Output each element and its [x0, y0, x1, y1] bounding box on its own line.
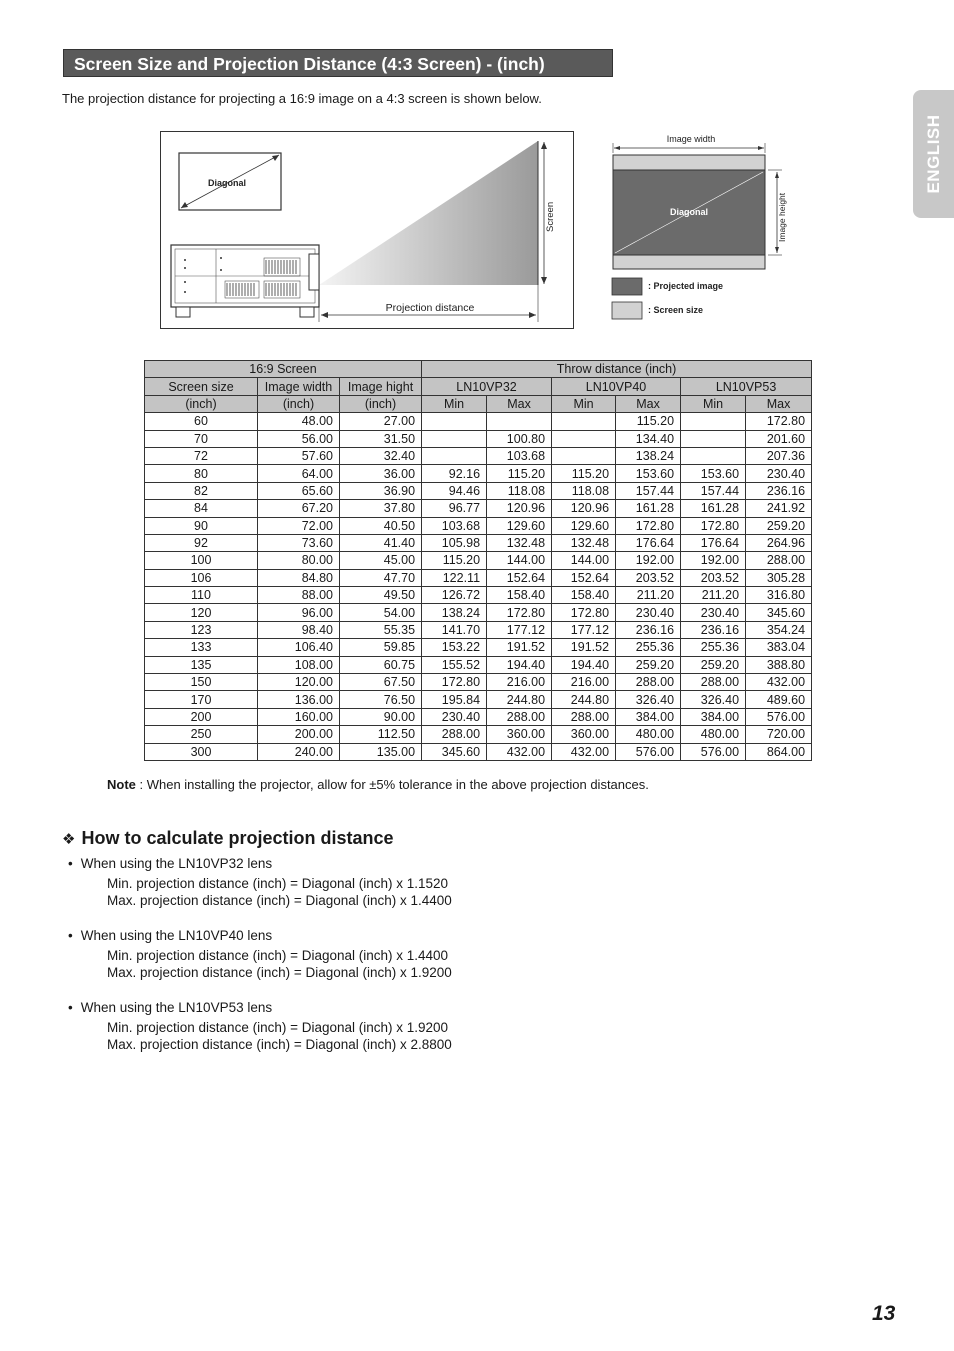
table-cell: 153.22 [422, 639, 487, 656]
image-width-label: Image width [666, 134, 716, 144]
table-cell: 288.00 [681, 674, 746, 691]
table-row [145, 430, 812, 447]
table-cell: 60 [145, 413, 258, 430]
col-header-screen-size: Screen size [145, 378, 258, 395]
table-cell: 122.11 [422, 569, 487, 586]
table-cell: 73.60 [258, 534, 340, 551]
lens-formula-block [68, 999, 452, 1053]
table-cell: 80 [145, 465, 258, 482]
table-row [145, 708, 812, 725]
table-row [145, 743, 812, 760]
table-cell: 105.98 [422, 534, 487, 551]
table-cell: 90 [145, 517, 258, 534]
table-cell: 345.60 [746, 604, 812, 621]
table-cell: 345.60 [422, 743, 487, 760]
table-cell: 106.40 [258, 639, 340, 656]
table-cell: 432.00 [552, 743, 616, 760]
table-cell: 129.60 [552, 517, 616, 534]
distance-label: Projection distance [385, 302, 475, 314]
table-cell: 152.64 [487, 569, 552, 586]
bullet-icon: • [68, 1000, 73, 1015]
table-cell: 360.00 [552, 726, 616, 743]
table-cell: 120.96 [552, 500, 616, 517]
table-cell: 45.00 [340, 552, 422, 569]
table-cell: 176.64 [681, 534, 746, 551]
table-cell: 172.80 [681, 517, 746, 534]
max-formula: Max. projection distance (inch) = Diagonal (inch) x 1.4400 [107, 893, 452, 908]
table-cell: 98.40 [258, 621, 340, 638]
how-to-heading-text: How to calculate projection distance [81, 828, 394, 848]
projection-diagram [160, 131, 574, 329]
table-cell: 129.60 [487, 517, 552, 534]
how-to-heading [62, 828, 394, 849]
light-beam [319, 141, 538, 285]
table-cell: 432.00 [746, 674, 812, 691]
table-cell: 240.00 [258, 743, 340, 760]
table-cell: 80.00 [258, 552, 340, 569]
table-cell: 236.16 [746, 482, 812, 499]
projection-diagram-art [161, 132, 573, 328]
table-cell: 288.00 [746, 552, 812, 569]
table-cell: 92.16 [422, 465, 487, 482]
table-cell: 141.70 [422, 621, 487, 638]
table-cell [552, 430, 616, 447]
bullet-icon: • [68, 928, 73, 943]
table-cell: 37.80 [340, 500, 422, 517]
throw-distance-table [144, 360, 812, 761]
table-row [145, 604, 812, 621]
table-cell: 326.40 [681, 691, 746, 708]
table-cell: 172.80 [487, 604, 552, 621]
table-cell: 112.50 [340, 726, 422, 743]
language-tab-label: ENGLISH [923, 114, 943, 194]
table-row [145, 639, 812, 656]
col-header-image-width: Image width [258, 378, 340, 395]
table-cell: 70 [145, 430, 258, 447]
table-cell: 72.00 [258, 517, 340, 534]
table-row [145, 691, 812, 708]
table-cell: 191.52 [552, 639, 616, 656]
min-formula: Min. projection distance (inch) = Diagonal (inch) x 1.1520 [107, 876, 449, 891]
tolerance-note [107, 777, 649, 792]
table-cell: 305.28 [746, 569, 812, 586]
diamond-bullet-icon: ❖ [62, 831, 76, 848]
table-cell: 244.80 [552, 691, 616, 708]
table-cell: 108.00 [258, 656, 340, 673]
table-cell: 241.92 [746, 500, 812, 517]
max-formula: Max. projection distance (inch) = Diagonal (inch) x 2.8800 [107, 1037, 452, 1052]
table-cell: 480.00 [616, 726, 681, 743]
table-cell: 59.85 [340, 639, 422, 656]
max-formula: Max. projection distance (inch) = Diagonal (inch) x 1.9200 [107, 965, 452, 980]
table-cell: 177.12 [487, 621, 552, 638]
legend-projected-swatch [612, 278, 642, 295]
legend-projected-label: : Projected image [648, 281, 724, 291]
unit-header: Max [616, 395, 681, 412]
table-cell: 288.00 [616, 674, 681, 691]
table-cell: 100 [145, 552, 258, 569]
table-row [145, 552, 812, 569]
table-cell: 326.40 [616, 691, 681, 708]
table-cell: 115.20 [487, 465, 552, 482]
table-row [145, 500, 812, 517]
table-cell: 384.00 [616, 708, 681, 725]
bullet-icon: • [68, 856, 73, 871]
screen-ratio-diagram [605, 131, 805, 331]
language-tab [913, 90, 954, 218]
table-cell: 200 [145, 708, 258, 725]
table-cell: 56.00 [258, 430, 340, 447]
table-cell: 118.08 [552, 482, 616, 499]
table-cell: 192.00 [616, 552, 681, 569]
note-label: Note [107, 777, 136, 792]
table-cell: 264.96 [746, 534, 812, 551]
table-cell: 244.80 [487, 691, 552, 708]
table-cell: 153.60 [681, 465, 746, 482]
table-cell: 255.36 [616, 639, 681, 656]
table-cell: 194.40 [552, 656, 616, 673]
table-row [145, 447, 812, 464]
table-cell: 230.40 [616, 604, 681, 621]
table-row [145, 569, 812, 586]
table-cell: 54.00 [340, 604, 422, 621]
table-cell: 288.00 [487, 708, 552, 725]
table-row [145, 413, 812, 430]
table-cell: 100.80 [487, 430, 552, 447]
table-cell: 211.20 [681, 587, 746, 604]
table-cell: 576.00 [616, 743, 681, 760]
table-cell: 288.00 [422, 726, 487, 743]
table-cell: 316.80 [746, 587, 812, 604]
table-cell: 384.00 [681, 708, 746, 725]
table-cell: 259.20 [746, 517, 812, 534]
table-cell [552, 447, 616, 464]
table-cell: 250 [145, 726, 258, 743]
table-group-header-row [145, 361, 812, 378]
table-cell: 432.00 [487, 743, 552, 760]
table-cell: 144.00 [552, 552, 616, 569]
table-cell: 92 [145, 534, 258, 551]
screen-group-header: 16:9 Screen [145, 361, 422, 378]
page-number: 13 [872, 1302, 896, 1325]
table-cell: 110 [145, 587, 258, 604]
table-cell: 84.80 [258, 569, 340, 586]
table-cell: 115.20 [552, 465, 616, 482]
table-cell: 60.75 [340, 656, 422, 673]
table-cell [681, 447, 746, 464]
table-cell: 55.35 [340, 621, 422, 638]
intro-text: The projection distance for projecting a 16:9 image on a 4:3 screen is shown below. [62, 91, 542, 106]
unit-header: Max [487, 395, 552, 412]
table-cell: 41.40 [340, 534, 422, 551]
table-cell: 106 [145, 569, 258, 586]
table-cell: 67.20 [258, 500, 340, 517]
table-row [145, 656, 812, 673]
table-cell: 88.00 [258, 587, 340, 604]
table-cell: 134.40 [616, 430, 681, 447]
table-cell: 138.24 [422, 604, 487, 621]
table-cell: 207.36 [746, 447, 812, 464]
table-cell: 157.44 [616, 482, 681, 499]
table-cell [422, 430, 487, 447]
table-cell: 576.00 [681, 743, 746, 760]
table-cell: 216.00 [552, 674, 616, 691]
table-cell: 195.84 [422, 691, 487, 708]
table-cell: 49.50 [340, 587, 422, 604]
table-cell: 32.40 [340, 447, 422, 464]
min-formula: Min. projection distance (inch) = Diagonal (inch) x 1.4400 [107, 948, 449, 963]
table-cell: 177.12 [552, 621, 616, 638]
table-cell: 170 [145, 691, 258, 708]
table-cell: 47.70 [340, 569, 422, 586]
table-cell: 31.50 [340, 430, 422, 447]
unit-header: Min [681, 395, 746, 412]
table-cell: 576.00 [746, 708, 812, 725]
table-cell: 211.20 [616, 587, 681, 604]
diagonal-label: Diagonal [208, 178, 247, 188]
lens-bullet: When using the LN10VP40 lens [80, 928, 273, 943]
table-cell: 36.90 [340, 482, 422, 499]
table-cell: 203.52 [681, 569, 746, 586]
table-cell: 90.00 [340, 708, 422, 725]
projector-icon [171, 245, 319, 317]
table-cell: 172.80 [552, 604, 616, 621]
table-cell: 172.80 [616, 517, 681, 534]
table-cell: 132.48 [552, 534, 616, 551]
table-cell: 76.50 [340, 691, 422, 708]
table-cell: 153.60 [616, 465, 681, 482]
table-cell: 133 [145, 639, 258, 656]
table-row [145, 621, 812, 638]
table-row [145, 726, 812, 743]
table-cell: 480.00 [681, 726, 746, 743]
table-cell [422, 447, 487, 464]
table-row [145, 587, 812, 604]
legend-screen-swatch [612, 302, 642, 319]
col-header-ln10vp32: LN10VP32 [422, 378, 552, 395]
table-cell: 123 [145, 621, 258, 638]
screen-ratio-diagram-art [605, 131, 805, 331]
table-cell: 255.36 [681, 639, 746, 656]
table-cell: 103.68 [422, 517, 487, 534]
table-cell: 176.64 [616, 534, 681, 551]
unit-header: (inch) [145, 395, 258, 412]
table-cell: 150 [145, 674, 258, 691]
table-cell: 489.60 [746, 691, 812, 708]
table-cell: 132.48 [487, 534, 552, 551]
table-cell: 354.24 [746, 621, 812, 638]
table-cell: 155.52 [422, 656, 487, 673]
lens-bullet: When using the LN10VP32 lens [80, 856, 273, 871]
table-cell: 115.20 [616, 413, 681, 430]
table-cell: 383.04 [746, 639, 812, 656]
table-cell: 158.40 [487, 587, 552, 604]
section-title: Screen Size and Projection Distance (4:3 Screen) - (inch) [63, 49, 613, 77]
diagonal-label-right: Diagonal [669, 207, 709, 217]
table-cell: 120.96 [487, 500, 552, 517]
table-body [145, 413, 812, 761]
table-cell: 259.20 [616, 656, 681, 673]
table-cell: 120 [145, 604, 258, 621]
table-cell: 259.20 [681, 656, 746, 673]
screen-label: Screen [545, 201, 556, 232]
table-cell: 161.28 [616, 500, 681, 517]
table-row [145, 465, 812, 482]
table-unit-header-row [145, 395, 812, 412]
table-cell: 172.80 [422, 674, 487, 691]
table-cell: 96.00 [258, 604, 340, 621]
table-cell: 67.50 [340, 674, 422, 691]
table-cell: 144.00 [487, 552, 552, 569]
table-row [145, 517, 812, 534]
table-cell: 288.00 [552, 708, 616, 725]
table-cell [487, 413, 552, 430]
table-cell: 136.00 [258, 691, 340, 708]
table-row [145, 534, 812, 551]
lens-bullet: When using the LN10VP53 lens [80, 1000, 273, 1015]
lens-formula-block [68, 855, 452, 909]
unit-header: Max [746, 395, 812, 412]
note-text: : When installing the projector, allow for ±5% tolerance in the above projection distances. [135, 777, 649, 792]
table-cell: 158.40 [552, 587, 616, 604]
table-cell: 236.16 [616, 621, 681, 638]
table-cell: 172.80 [746, 413, 812, 430]
unit-header: (inch) [258, 395, 340, 412]
table-cell: 360.00 [487, 726, 552, 743]
table-cell: 64.00 [258, 465, 340, 482]
table-cell: 135 [145, 656, 258, 673]
table-cell: 72 [145, 447, 258, 464]
table-cell: 864.00 [746, 743, 812, 760]
table-cell: 161.28 [681, 500, 746, 517]
table-cell: 96.77 [422, 500, 487, 517]
table-cell: 138.24 [616, 447, 681, 464]
table-cell: 94.46 [422, 482, 487, 499]
table-cell [681, 413, 746, 430]
table-cell: 230.40 [681, 604, 746, 621]
table-cell: 152.64 [552, 569, 616, 586]
table-cell: 36.00 [340, 465, 422, 482]
table-cell: 48.00 [258, 413, 340, 430]
table-cell [681, 430, 746, 447]
table-cell: 203.52 [616, 569, 681, 586]
table-cell: 103.68 [487, 447, 552, 464]
table-cell: 120.00 [258, 674, 340, 691]
unit-header: Min [552, 395, 616, 412]
table-cell: 230.40 [746, 465, 812, 482]
table-cell: 192.00 [681, 552, 746, 569]
table-cell: 115.20 [422, 552, 487, 569]
table-cell: 191.52 [487, 639, 552, 656]
table-cell: 84 [145, 500, 258, 517]
legend-screen-label: : Screen size [648, 305, 704, 315]
table-cell: 157.44 [681, 482, 746, 499]
table-cell [552, 413, 616, 430]
table-cell: 388.80 [746, 656, 812, 673]
table-cell: 300 [145, 743, 258, 760]
table-cell: 720.00 [746, 726, 812, 743]
table-cell: 27.00 [340, 413, 422, 430]
table-row [145, 482, 812, 499]
col-header-ln10vp40: LN10VP40 [552, 378, 681, 395]
table-cell: 194.40 [487, 656, 552, 673]
table-cell: 40.50 [340, 517, 422, 534]
table-cell: 135.00 [340, 743, 422, 760]
table-column-header-row [145, 378, 812, 395]
table-cell: 201.60 [746, 430, 812, 447]
table-cell: 65.60 [258, 482, 340, 499]
lens-formula-block [68, 927, 452, 981]
unit-header: Min [422, 395, 487, 412]
table-cell: 216.00 [487, 674, 552, 691]
table-cell: 236.16 [681, 621, 746, 638]
table-cell: 118.08 [487, 482, 552, 499]
table-row [145, 674, 812, 691]
col-header-ln10vp53: LN10VP53 [681, 378, 812, 395]
min-formula: Min. projection distance (inch) = Diagonal (inch) x 1.9200 [107, 1020, 449, 1035]
table-cell [422, 413, 487, 430]
table-cell: 126.72 [422, 587, 487, 604]
table-cell: 57.60 [258, 447, 340, 464]
throw-group-header: Throw distance (inch) [422, 361, 812, 378]
table-cell: 160.00 [258, 708, 340, 725]
col-header-image-height: Image hight [340, 378, 422, 395]
unit-header: (inch) [340, 395, 422, 412]
image-height-label: Image height [777, 192, 787, 242]
table-cell: 82 [145, 482, 258, 499]
table-cell: 230.40 [422, 708, 487, 725]
table-cell: 200.00 [258, 726, 340, 743]
